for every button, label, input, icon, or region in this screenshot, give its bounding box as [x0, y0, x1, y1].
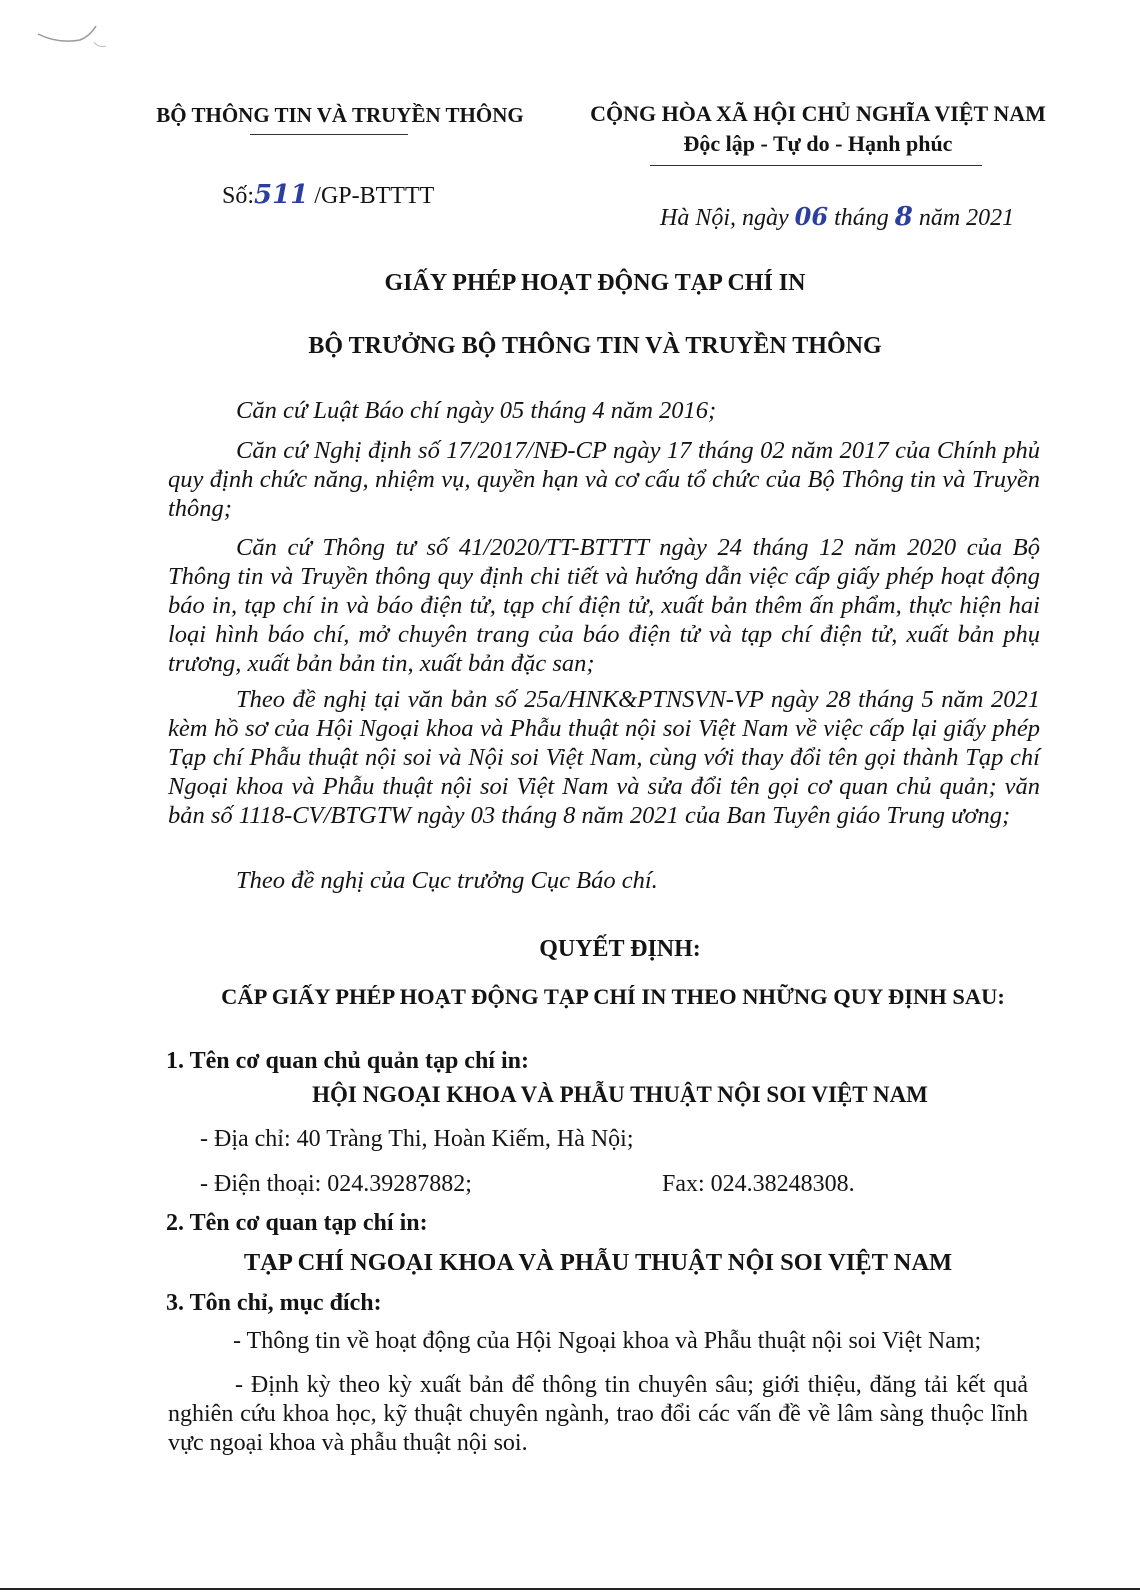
motto-underline	[650, 165, 982, 166]
document-date	[660, 202, 1014, 232]
number-suffix: /GP-BTTTT	[314, 183, 435, 209]
ministry-name: BỘ THÔNG TIN VÀ TRUYỀN THÔNG	[156, 103, 524, 127]
scan-mark	[18, 22, 108, 52]
decision-subheading: CẤP GIẤY PHÉP HOẠT ĐỘNG TẠP CHÍ IN THEO NHỮNG QUY ĐỊNH SAU:	[221, 984, 1005, 1009]
phone: - Điện thoại: 024.39287882;	[200, 1171, 472, 1197]
section1-heading: 1. Tên cơ quan chủ quản tạp chí in:	[166, 1048, 529, 1074]
journal-name: TẠP CHÍ NGOẠI KHOA VÀ PHẪU THUẬT NỘI SOI VIỆT NAM	[243, 1249, 953, 1276]
handwritten-month: 8	[894, 202, 913, 232]
fax: Fax: 024.38248308.	[662, 1171, 855, 1197]
preamble-circular: Căn cứ Thông tư số 41/2020/TT-BTTTT ngày 24 tháng 12 năm 2020 của Bộ Thông tin và Truyền thông quy định chi tiết và hướng dẫn việc cấp giấy phép hoạt động báo in, tạp chí in và báo điện tử, tạp chí điện tử, xuất bản thêm ấn phẩm, thực hiện hai loại hình báo chí, mở chuyên trang của báo điện tử và tạp chí điện tử, xuất bản phụ trương, xuất bản bản tin, xuất bản đặc san;	[168, 534, 1040, 677]
preamble-decree: Căn cứ Nghị định số 17/2017/NĐ-CP ngày 17 tháng 02 năm 2017 của Chính phủ quy định chức năng, nhiệm vụ, quyền hạn và cơ cấu tổ chức của Bộ Thông tin và Truyền thông;	[168, 437, 1040, 522]
preamble-press-dept: Theo đề nghị của Cục trưởng Cục Báo chí.	[236, 867, 658, 894]
document-title: GIẤY PHÉP HOẠT ĐỘNG TẠP CHÍ IN	[384, 270, 806, 296]
section3-heading: 3. Tôn chỉ, mục đích:	[166, 1290, 382, 1316]
purpose-item-2: - Định kỳ theo kỳ xuất bản để thông tin chuyên sâu; giới thiệu, đăng tải kết quả nghiên cứu khoa học, kỹ thuật chuyên ngành, trao đổi các vấn đề về lâm sàng thuộc lĩnh vực ngoại khoa và phẫu thuật nội soi.	[168, 1372, 1028, 1456]
document-number	[222, 180, 434, 210]
date-year: năm 2021	[918, 205, 1015, 231]
republic-name: CỘNG HÒA XÃ HỘI CHỦ NGHĨA VIỆT NAM	[590, 101, 1046, 126]
purpose-item-1: - Thông tin về hoạt động của Hội Ngoại khoa và Phẫu thuật nội soi Việt Nam;	[233, 1328, 982, 1354]
authority-title: BỘ TRƯỞNG BỘ THÔNG TIN VÀ TRUYỀN THÔNG	[308, 333, 882, 359]
handwritten-number: 511	[254, 180, 309, 210]
decision-heading: QUYẾT ĐỊNH:	[539, 936, 701, 962]
motto: Độc lập - Tự do - Hạnh phúc	[683, 131, 953, 156]
date-month-label: tháng	[834, 205, 889, 231]
governing-body-name: HỘI NGOẠI KHOA VÀ PHẪU THUẬT NỘI SOI VIỆT NAM	[312, 1082, 928, 1107]
number-prefix: Số:	[222, 183, 255, 209]
preamble-law: Căn cứ Luật Báo chí ngày 05 tháng 4 năm 2016;	[236, 397, 717, 424]
page-bottom-edge	[0, 1588, 1140, 1590]
ministry-underline	[250, 134, 408, 135]
address: - Địa chỉ: 40 Tràng Thi, Hoàn Kiếm, Hà Nội;	[200, 1126, 634, 1152]
date-place: Hà Nội, ngày	[660, 205, 789, 231]
handwritten-day: 06	[794, 202, 829, 231]
preamble-request: Theo đề nghị tại văn bản số 25a/HNK&PTNSVN-VP ngày 28 tháng 5 năm 2021 kèm hồ sơ của Hội Ngoại khoa và Phẫu thuật nội soi Việt Nam về việc cấp lại giấy phép Tạp chí Phẫu thuật nội soi và Nội soi Việt Nam, cùng với thay đổi tên gọi thành Tạp chí Ngoại khoa và Phẫu thuật nội soi Việt Nam và sửa đổi tên gọi cơ quan chủ quản; văn bản số 1118-CV/BTGTW ngày 03 tháng 8 năm 2021 của Ban Tuyên giáo Trung ương;	[168, 686, 1040, 829]
section2-heading: 2. Tên cơ quan tạp chí in:	[166, 1210, 428, 1236]
